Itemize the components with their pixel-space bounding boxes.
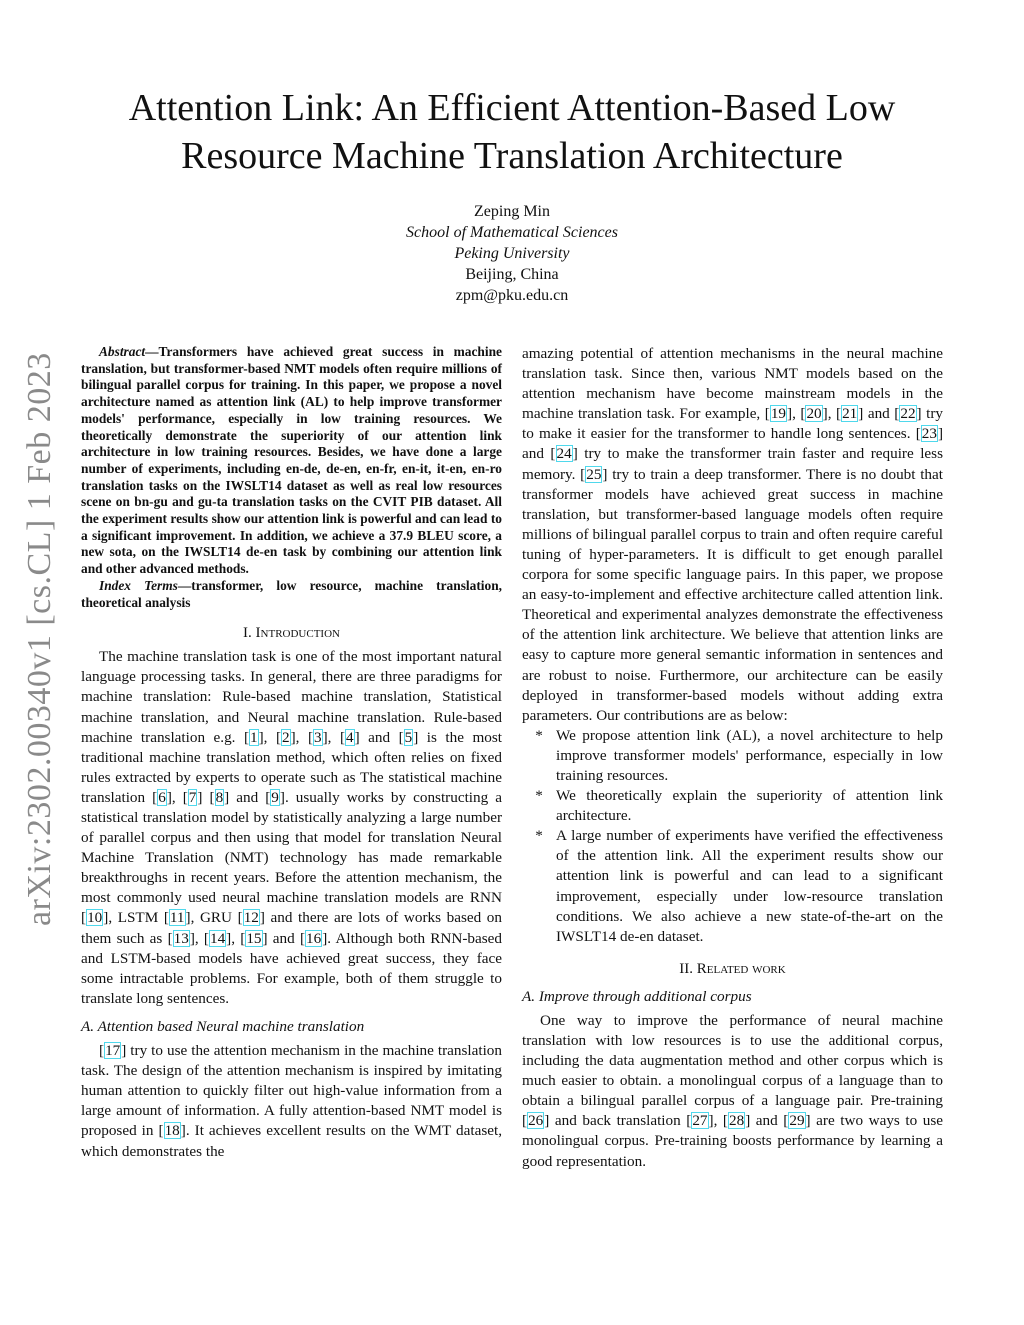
citation-link[interactable]: 6 [158,788,166,806]
citation-link[interactable]: 3 [314,728,322,746]
citation-link[interactable]: 2 [282,728,290,746]
citation-link[interactable]: 23 [921,425,937,443]
citation-link[interactable]: 12 [243,909,259,927]
citation-link[interactable]: 4 [346,728,354,746]
bullet-star-icon: * [535,787,543,805]
citation-link[interactable]: 7 [188,788,197,806]
abstract [81,344,502,578]
additional-corpus-paragraph: One way to improve the performance of neural machine translation with low resources is to use the additional corpus, including the data augmentation method and other corpus which is much easier to obtain. a monolingual corpus of a language than to obtain a bilingual parallel corpus of a language pair. Pre-training [26] and back translation [27], [28] and [29] are two ways to use monolingual corpus. Pre-training boosts performance by learning a good representation. [522,1011,944,1170]
citation-link[interactable]: 29 [789,1112,805,1130]
bullet-star-icon: * [535,726,543,744]
section-heading-related-work: II. Related work [679,960,786,977]
citation-link[interactable]: 10 [87,909,103,927]
citation-link[interactable]: 13 [173,929,189,947]
author-location: Beijing, China [465,266,559,283]
abstract-label: Abstract [99,344,146,359]
citation-link[interactable]: 19 [770,405,787,423]
right-column [522,344,943,1172]
citation-link[interactable]: 15 [246,929,262,947]
intro-continued-paragraph: amazing potential of attention mechanisms in the neural machine translation task. Since then, various NMT models based on the attention mechanism have become mainstream models in the machine translation task. For example, [19], [20], [21] and [22] try to make it easier for the transformer to handle long sentences. [23] and [24] try to make the transformer train faster and require less memory. [25] try to train a deep transformer. There is no doubt that transformer models have achieved great success in machine translation, but transformer-based language models often require millions of bilingual parallel corpus to train and often require careful tuning of hyper-parameters. It is difficult to get enough parallel corpora for some specific language pairs. In this paper, we propose an easy-to-implement and effective architecture called attention link. Theoretical and experimental analyzes demonstrate the effectiveness of the attention link architecture. We believe that attention links are easy to capture more general semantic information in sentences and are robust to noise. Furthermore, our architecture can be easily deployed in transformer-based models without adding extra parameters. Our contributions are as below: [522,345,944,724]
citation-link[interactable]: 9 [271,788,279,806]
citation-link[interactable]: 11 [169,909,185,927]
subsection-heading-additional-corpus: A. Improve through additional corpus [522,987,752,1005]
paper-title [70,84,954,180]
contribution-item [522,786,943,826]
citation-link[interactable]: 14 [209,929,226,947]
attention-nmt-paragraph: [17] try to use the attention mechanism in the machine translation task. The design of the attention mechanism is inspired by imitating human attention to quickly filter out high-value information from a large amount of information. A fully attention-based NMT model is proposed in [18]. It achieves excellent results on the WMT dataset, which demonstrates the [81,1042,502,1160]
intro-paragraph: The machine translation task is one of the most important natural language processing tasks. In general, there are three paradigms for machine translation: Rule-based machine translation, Statistical machine translation, and Neural machine translation. Rule-based machine translation e.g. [1], [2], [3], [4] and [5] is the most traditional machine translation method, which often relies on fixed rules extracted by experts to operate such as The statistical machine translation [6], [7] [8] and [9]. usually works by constructing a statistical translation model by statistically analyzing a large number of parallel corpus and then using that model for translation Neural Machine Translation (NMT) technology has made remarkable breakthroughs in recent years. Before the attention mechanism, the most commonly used neural machine translation models are RNN [10], LSTM [11], GRU [12] and there are lots of works based on them such as [13], [14], [15] and [16]. Although both RNN-based and LSTM-based models have achieved great success, they face some intractable problems. For example, both of them struggle to translate long sentences. [81,648,503,1007]
contribution-text: A large number of experiments have verified the effectiveness of the attention link. All the experiment results show our attention link is powerful and can lead to a significant improvement, especially under low-resource translation conditions. We also achieve a new state-of-the-art on the IWSLT14 de-en dataset. [556,827,943,945]
index-terms-label: Index Terms [99,577,178,593]
arxiv-stamp: arXiv:2302.00340v1 [cs.CL] 1 Feb 2023 [21,352,58,926]
citation-link[interactable]: 26 [528,1112,544,1130]
contribution-item [522,726,943,786]
citation-link[interactable]: 18 [164,1122,180,1140]
author-department: School of Mathematical Sciences [406,224,618,241]
contribution-text: We propose attention link (AL), a novel architecture to help improve transformer models' performance, especially in low training resources. [556,726,943,784]
citation-link[interactable]: 22 [900,405,916,423]
author-name: Zeping Min [474,203,550,220]
citation-link[interactable]: 8 [215,788,224,806]
citation-link[interactable]: 24 [556,445,572,463]
left-column [81,344,502,1162]
citation-link[interactable]: 17 [105,1042,121,1060]
citation-link[interactable]: 21 [842,405,858,423]
citation-link[interactable]: 28 [729,1112,745,1130]
author-block [312,201,712,306]
index-terms [81,578,502,611]
title-line-2: Resource Machine Translation Architecture [181,135,843,177]
citation-link[interactable]: 20 [806,405,822,423]
contribution-item [522,826,943,947]
subsection-heading-attention-nmt: A. Attention based Neural machine translation [81,1017,365,1035]
index-terms-text: —transformer, low resource, machine translation, theoretical analysis [81,577,502,610]
citation-link[interactable]: 16 [306,929,322,947]
author-email[interactable]: zpm@pku.edu.cn [455,287,569,304]
contribution-text: We theoretically explain the superiority of attention link architecture. [556,787,943,825]
citation-link[interactable]: 27 [692,1112,708,1130]
citation-link[interactable]: 25 [586,465,602,483]
author-university: Peking University [454,245,570,262]
abstract-text: —Transformers have achieved great success in machine translation, but transformer-based NMT models often require millions of bilingual parallel corpus for training. In this paper, we propose a novel architecture named as attention link (AL) to help improve transformer models' performance, especially in low training resources. We theoretically demonstrate the superiority of our attention link architecture in low training resources. Besides, we have done a large number of experiments, including en-de, de-en, en-fr, en-it, it-en, en-ro translation tasks on the IWSLT14 dataset as well as real low resources scene on bn-gu and gu-ta translation tasks on the CVIT PIB dataset. All the experiment results show our attention link is powerful and can lead to a significant improvement. In addition, we achieve a 37.9 BLEU score, a new sota, on the IWSLT14 de-en task by combining our attention link and other advanced methods. [81,344,502,577]
section-heading-introduction: I. Introduction [243,625,340,642]
bullet-star-icon: * [535,827,543,845]
citation-link[interactable]: 1 [250,728,258,746]
citation-link[interactable]: 5 [404,728,413,746]
title-line-1: Attention Link: An Efficient Attention-Based Low [128,87,896,129]
